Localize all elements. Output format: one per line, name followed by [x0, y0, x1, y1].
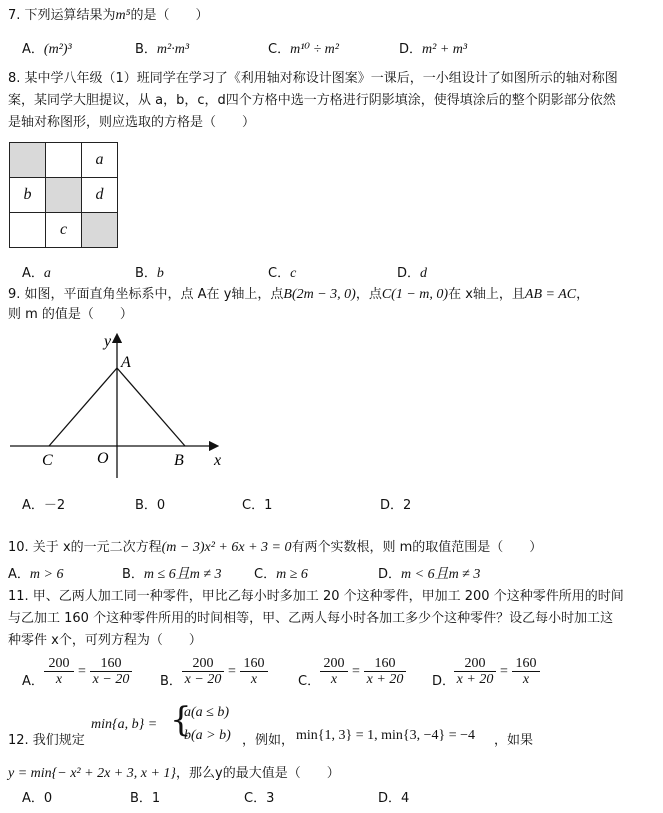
q12-stem-c: ，如果	[494, 733, 534, 748]
segment-ab	[117, 368, 185, 446]
fraction: $\frac{160}{x - 20}$	[90, 656, 132, 687]
label-y: y	[104, 333, 112, 350]
q10-option-a[interactable]: A．m > 6	[8, 567, 64, 582]
q7-option-b[interactable]: B．m²·m³	[135, 42, 190, 57]
grid-cell-shaded	[10, 143, 46, 178]
q12-stem-a: 12. 我们规定	[8, 733, 85, 748]
q8-option-b[interactable]: B．b	[135, 266, 164, 281]
q9-option-c[interactable]: C．1	[242, 498, 273, 513]
grid-cell-b: b	[10, 178, 46, 213]
q9-stem-line-2: 则 m 的值是（ ）	[8, 307, 133, 322]
q8-option-a[interactable]: A．a	[22, 266, 51, 281]
q10-stem: 10. 关于 x的一元二次方程(m − 3)x² + 6x + 3 = 0有两个实数根，则 m的取值范围是（ ）	[8, 540, 543, 555]
label-c: C	[42, 452, 53, 469]
label-o: O	[97, 450, 109, 467]
q12-option-a[interactable]: A．0	[22, 791, 53, 806]
q12-stem-b: ，例如，	[242, 733, 295, 748]
q12-case-2: b(a > b)	[184, 728, 231, 743]
fraction: $\frac{200}{x}$	[44, 656, 74, 687]
q10-option-d[interactable]: D．m < 6且m ≠ 3	[378, 567, 481, 582]
q8-stem-line-3: 是轴对称图形，则应选取的方格是（ ）	[8, 115, 256, 130]
label-b: B	[174, 452, 184, 469]
left-brace: {	[170, 700, 192, 740]
q10-option-b[interactable]: B．m ≤ 6且m ≠ 3	[122, 567, 222, 582]
grid-cell-c: c	[46, 213, 82, 248]
fraction: $\frac{200}{x - 20}$	[182, 656, 224, 687]
grid-cell-a: a	[82, 143, 118, 178]
fraction: $\frac{200}{x}$	[320, 656, 348, 687]
q12-option-d[interactable]: D．4	[378, 791, 410, 806]
q8-grid-figure	[9, 142, 118, 248]
grid-cell-shaded	[82, 213, 118, 248]
q12-definition-lhs: min{a, b} =	[91, 717, 158, 732]
segment-ac	[49, 368, 117, 446]
q9-option-b[interactable]: B．0	[135, 498, 166, 513]
grid-cell-shaded	[46, 178, 82, 213]
q12-line-2: y = min{− x² + 2x + 3, x + 1}，那么y的最大值是（ ）	[8, 766, 340, 781]
fraction: $\frac{160}{x + 20}$	[364, 656, 406, 687]
q8-stem-line-1: 8. 某中学八年级（1）班同学在学习了《利用轴对称设计图案》一课后，一小组设计了如图所示的轴对称图	[8, 71, 618, 86]
q11-stem-line-3: 种零件 x个，可列方程为（ ）	[8, 633, 202, 648]
q7-option-d[interactable]: D．m² + m³	[399, 42, 468, 57]
q9-coordinate-figure	[0, 330, 240, 480]
fraction: $\frac{160}{x}$	[512, 656, 540, 687]
q12-example: min{1, 3} = 1, min{3, −4} = −4	[296, 728, 476, 743]
q11-stem-line-2: 与乙加工 160 个这种零件所用的时间相等，甲、乙两人每小时各加工多少个这种零件？设乙每小时加工这	[8, 611, 614, 626]
q11-stem-line-1: 11. 甲、乙两人加工同一种零件，甲比乙每小时多加工 20 个这种零件，甲加工 200 个这种零件所用的时间	[8, 589, 624, 604]
q9-option-d[interactable]: D．2	[380, 498, 412, 513]
grid-cell	[10, 213, 46, 248]
q9-option-a[interactable]: A．－2	[22, 498, 66, 513]
q7-option-a[interactable]: A．(m²)³	[22, 42, 72, 57]
label-x: x	[214, 452, 222, 469]
grid-cell	[46, 143, 82, 178]
grid-cell-d: d	[82, 178, 118, 213]
q12-option-c[interactable]: C．3	[244, 791, 275, 806]
q9-stem-line-1: 9. 如图，平面直角坐标系中，点 A在 y轴上，点B(2m − 3, 0)，点C(1 − m, 0)在 x轴上，且AB = AC，	[8, 287, 590, 302]
fraction: $\frac{200}{x + 20}$	[454, 656, 496, 687]
q12-case-1: a(a ≤ b)	[184, 705, 230, 720]
q8-stem-line-2: 案，某同学大胆提议，从 a，b，c，d四个方格中选一方格进行阴影填涂，使得填涂后的整个阴影部分依然	[8, 93, 616, 108]
label-a: A	[121, 354, 131, 371]
q7-stem: 7. 下列运算结果为m⁵的是（ ）	[8, 8, 209, 23]
q8-option-d[interactable]: D．d	[397, 266, 428, 281]
q10-option-c[interactable]: C．m ≥ 6	[254, 567, 308, 582]
q7-option-c[interactable]: C．m¹⁰ ÷ m²	[268, 42, 339, 57]
q8-option-c[interactable]: C．c	[268, 266, 297, 281]
q12-option-b[interactable]: B．1	[130, 791, 161, 806]
fraction: $\frac{160}{x}$	[240, 656, 268, 687]
